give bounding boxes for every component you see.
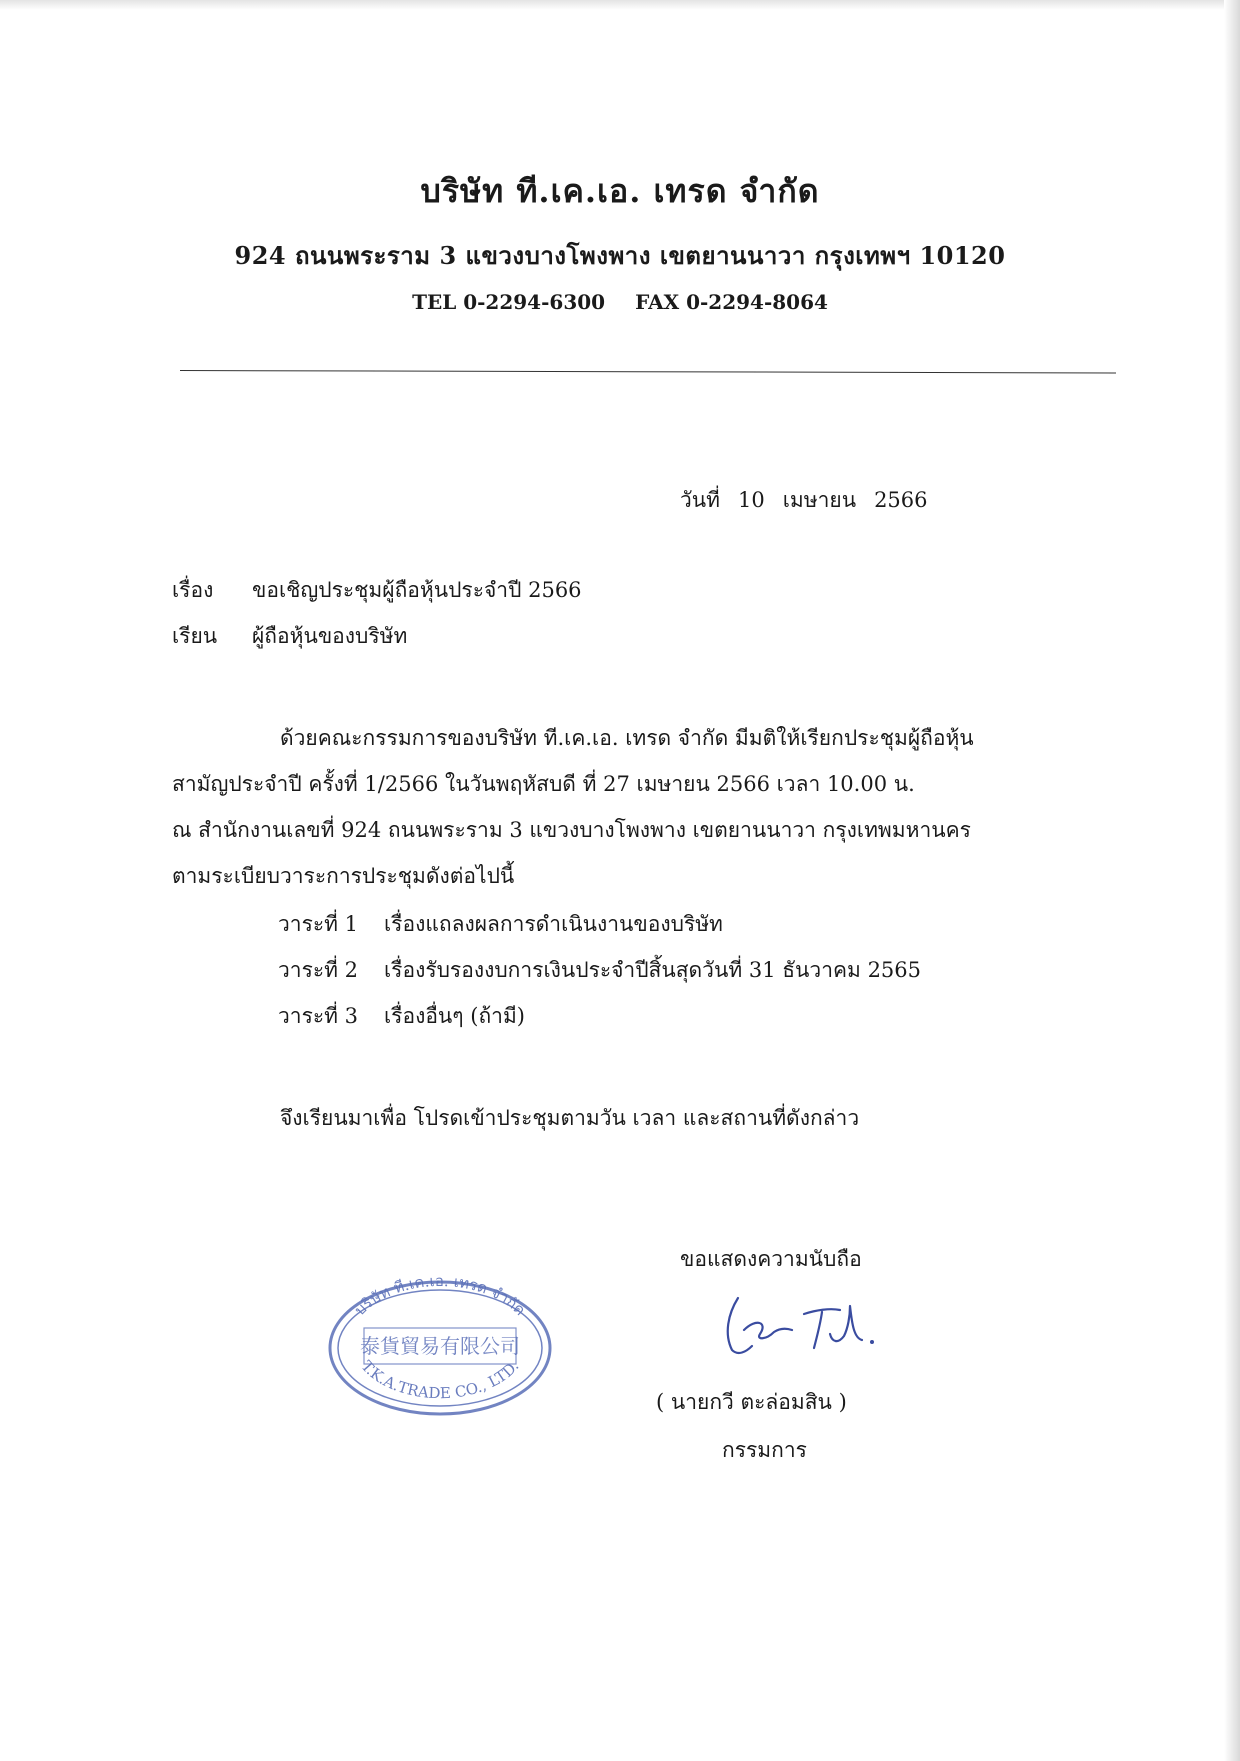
regards-text: ขอแสดงความนับถือ — [680, 1247, 862, 1271]
agenda-item — [278, 954, 921, 987]
svg-text:บริษัท ที.เค.เอ. เทรด จำกัด — [351, 1272, 529, 1319]
contact-line — [0, 290, 1240, 314]
agenda-text: เรื่องอื่นๆ (ถ้ามี) — [384, 1004, 525, 1028]
subject-label: เรื่อง — [172, 578, 214, 602]
body-line-1: ด้วยคณะกรรมการของบริษัท ที.เค.เอ. เทรด จำกัด มีมติให้เรียกประชุมผู้ถือหุ้น — [280, 726, 974, 750]
seal-chinese-text: 泰貨貿易有限公司 — [360, 1334, 520, 1358]
letter-date — [680, 484, 946, 517]
date-year: 2566 — [874, 488, 928, 512]
telephone-number: TEL 0-2294-6300 — [412, 290, 606, 314]
date-label: วันที่ — [680, 488, 720, 512]
seal-thai-text: บริษัท ที.เค.เอ. เทรด จำกัด — [350, 1271, 530, 1320]
body-line-3: ณ สำนักงานเลขที่ 924 ถนนพระราม 3 แขวงบางโพงพาง เขตยานนาวา กรุงเทพมหานคร — [172, 818, 971, 842]
agenda-number: วาระที่ 1 — [278, 912, 359, 936]
body-line-2: สามัญประจำปี ครั้งที่ 1/2566 ในวันพฤหัสบดี ที่ 27 เมษายน 2566 เวลา 10.00 น. — [172, 772, 915, 796]
closing-line: จึงเรียนมาเพื่อ โปรดเข้าประชุมตามวัน เวลา และสถานที่ดังกล่าว — [280, 1106, 860, 1130]
seal-english-text: T.K.A.TRADE CO., LTD. — [357, 1357, 523, 1403]
agenda-item — [278, 908, 723, 941]
company-address: 924 ถนนพระราม 3 แขวงบางโพงพาง เขตยานนาวา กรุงเทพฯ 10120 — [234, 241, 1006, 270]
agenda-item — [278, 1000, 525, 1033]
agenda-number: วาระที่ 3 — [278, 1004, 359, 1028]
recipient-text: ผู้ถือหุ้นของบริษัท — [252, 624, 408, 648]
date-day: 10 — [738, 488, 765, 512]
date-month: เมษายน — [782, 488, 857, 512]
subject-text: ขอเชิญประชุมผู้ถือหุ้นประจำปี 2566 — [252, 578, 582, 602]
scan-edge-top — [0, 0, 1240, 10]
agenda-text: เรื่องรับรองงบการเงินประจำปีสิ้นสุดวันที่ 31 ธันวาคม 2565 — [384, 958, 922, 982]
letterhead-divider — [180, 370, 1116, 373]
subject-line — [172, 574, 582, 607]
company-seal — [320, 1266, 560, 1416]
fax-number: FAX 0-2294-8064 — [635, 290, 828, 314]
signatory-name: ( นายกวี ตะล่อมสิน ) — [656, 1390, 847, 1414]
recipient-line — [172, 620, 407, 653]
company-name: บริษัท ที.เค.เอ. เทรด จำกัด — [420, 172, 820, 210]
handwritten-signature — [716, 1284, 896, 1364]
agenda-number: วาระที่ 2 — [278, 958, 359, 982]
recipient-label: เรียน — [172, 624, 218, 648]
body-line-4: ตามระเบียบวาระการประชุมดังต่อไปนี้ — [172, 864, 515, 888]
agenda-text: เรื่องแถลงผลการดำเนินงานของบริษัท — [384, 912, 723, 936]
signatory-title: กรรมการ — [722, 1438, 807, 1462]
